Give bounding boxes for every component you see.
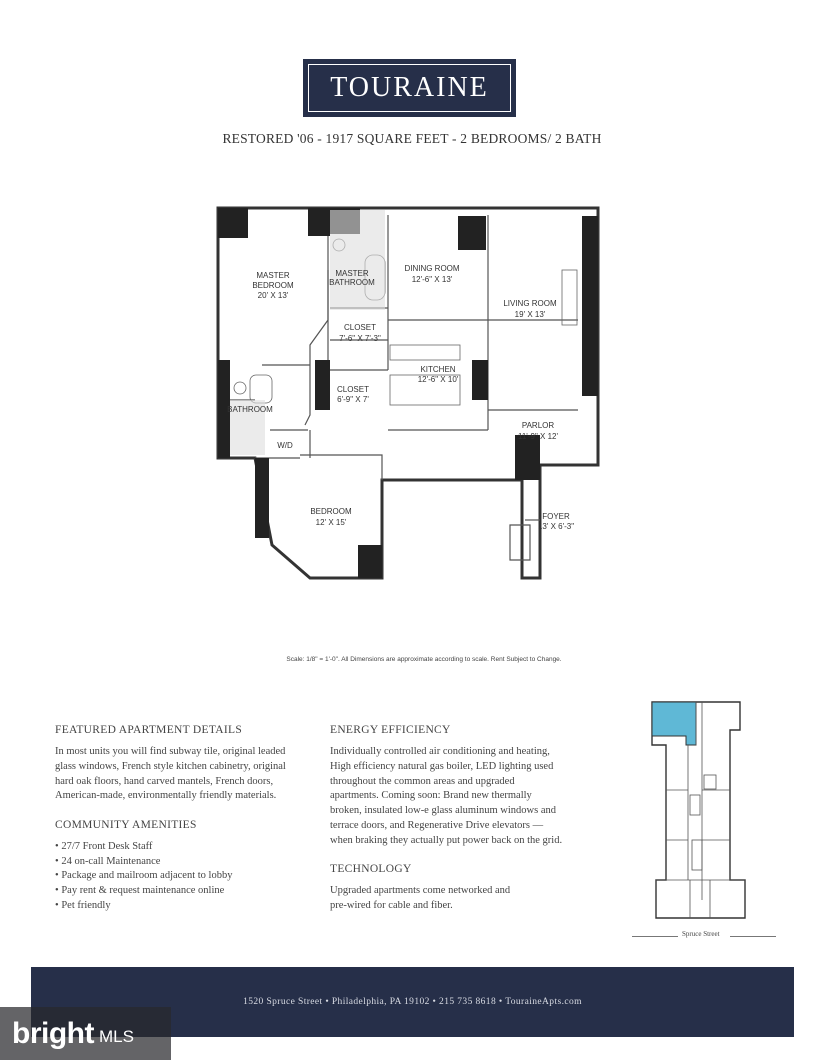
technology-heading: TECHNOLOGY xyxy=(330,863,412,875)
technology-text xyxy=(330,884,510,914)
room-foyer-label: FOYER xyxy=(542,512,570,521)
details-line: In most units you will find subway tile, original leaded xyxy=(55,746,286,757)
details-heading: FEATURED APARTMENT DETAILS xyxy=(55,724,243,736)
street-label: Spruce Street xyxy=(682,930,720,938)
room-kitchen-label: KITCHEN xyxy=(420,365,456,374)
spruce-street-marker xyxy=(632,929,776,943)
room-master-bedroom-label-2: BEDROOM xyxy=(252,281,294,290)
room-parlor-label: PARLOR xyxy=(521,421,555,430)
room-master-bathroom-label-2: BATHROOM xyxy=(329,278,375,287)
list-item: • Pay rent & request maintenance online xyxy=(55,884,232,899)
watermark-mls: MLS xyxy=(98,1026,134,1046)
details-line: hard oak floors, hand carved mantels, French doors, xyxy=(55,775,274,787)
energy-text xyxy=(330,745,562,849)
room-bathroom-label: BATHROOM xyxy=(227,405,273,414)
unit-summary: RESTORED '06 - 1917 SQUARE FEET - 2 BEDROOMS/ 2 BATH xyxy=(222,131,602,146)
list-item: • Pet friendly xyxy=(55,899,232,914)
room-closet-1-size: 7'-6" X 7'-3" xyxy=(339,334,381,343)
room-living-size: 19' X 13' xyxy=(514,310,546,319)
logo-text: TOURAINE xyxy=(308,64,511,112)
technology-line: pre-wired for cable and fiber. xyxy=(330,899,453,911)
scale-note: Scale: 1/8" = 1'-0". All Dimensions are approximate according to scale. Rent Subject to Change. xyxy=(286,656,562,663)
highlighted-unit xyxy=(652,702,696,745)
room-closet-2-size: 6'-9" X 7' xyxy=(337,395,369,404)
street-line-left xyxy=(632,936,678,937)
room-closet-2-label: CLOSET xyxy=(336,385,370,394)
room-washer-dryer-label: W/D xyxy=(277,441,293,450)
brightmls-watermark xyxy=(0,1007,171,1060)
energy-line: apartments. Coming soon: Brand new thermally xyxy=(330,790,532,802)
list-item: • 27/7 Front Desk Staff xyxy=(55,840,232,855)
amenities-heading: COMMUNITY AMENITIES xyxy=(55,819,197,831)
room-kitchen-size: 12'-6" X 10' xyxy=(417,375,459,384)
list-item: • 24 on-call Maintenance xyxy=(55,855,232,870)
watermark-bright: bright xyxy=(12,1016,94,1050)
room-master-bedroom-label-1: MASTER xyxy=(256,271,290,280)
room-living-label: LIVING ROOM xyxy=(503,299,557,308)
energy-line: throughout the common areas and upgraded xyxy=(330,775,515,787)
touraine-logo xyxy=(303,59,516,117)
street-line-right xyxy=(730,936,776,937)
energy-line: terrace doors, and Regenerative Drive elevators — xyxy=(330,819,544,831)
room-dining-size: 12'-6" X 13' xyxy=(411,275,453,284)
amenities-list xyxy=(55,840,232,914)
energy-line: broken, insulated low-e glass aluminum windows and xyxy=(330,805,557,817)
footer-contact: 1520 Spruce Street • Philadelphia, PA 19102 • 215 735 8618 • TouraineApts.com xyxy=(243,997,582,1007)
energy-heading: ENERGY EFFICIENCY xyxy=(330,724,451,736)
technology-line: Upgraded apartments come networked and xyxy=(330,885,511,896)
building-key-plan xyxy=(630,700,750,925)
room-bedroom-size: 12' X 15' xyxy=(315,518,347,527)
list-item: • Package and mailroom adjacent to lobby xyxy=(55,869,232,884)
room-parlor-size: 11'-9" X 12' xyxy=(518,432,558,441)
room-dining-label: DINING ROOM xyxy=(404,264,460,273)
room-bedroom-label: BEDROOM xyxy=(310,507,352,516)
details-line: American-made, environmentally friendly materials. xyxy=(55,790,277,802)
energy-line: Individually controlled air conditioning and heating, xyxy=(330,746,550,757)
room-closet-1-label: CLOSET xyxy=(343,323,377,332)
details-line: glass windows, French style kitchen cabinetry, original xyxy=(55,760,286,772)
details-text xyxy=(55,745,286,804)
room-foyer-size: 13' X 6'-3" xyxy=(537,522,575,531)
energy-line: when braking they actually put power back on the grid. xyxy=(330,834,563,846)
room-master-bathroom-label-1: MASTER xyxy=(335,269,369,278)
energy-line: High efficiency natural gas boiler, LED lighting used xyxy=(330,760,554,772)
room-master-bedroom-size: 20' X 13' xyxy=(257,291,289,300)
floor-plan xyxy=(210,200,605,585)
